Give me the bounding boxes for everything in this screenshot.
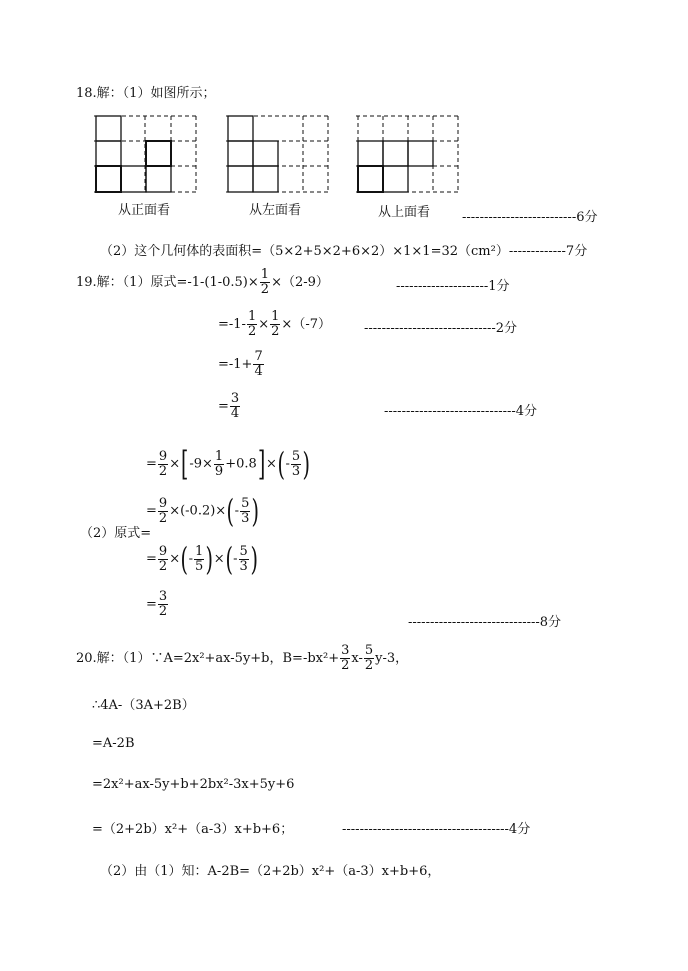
fraction-one-ninth: $\frac{1}{9}$ xyxy=(214,448,224,479)
q19-e1-end: +0.8 xyxy=(225,456,257,472)
q19-line3 xyxy=(218,350,265,379)
equals-sign: = xyxy=(146,551,157,567)
q19-e1-mid: -9× xyxy=(189,456,213,472)
top-view-figure xyxy=(356,115,460,195)
left-paren: ( xyxy=(226,492,235,530)
q20-score-4: --------------------------------------4分 xyxy=(342,822,531,837)
fraction-one-fifth: $\frac{1}{5}$ xyxy=(194,543,204,574)
fraction-five-thirds: $\frac{5}{3}$ xyxy=(239,543,248,574)
q19-p2-line3 xyxy=(146,540,258,578)
right-paren: ) xyxy=(250,540,258,578)
q19-p2-line1 xyxy=(146,444,311,484)
fraction-nine-halves: $\frac{9}{2}$ xyxy=(158,495,168,526)
times-sign: × xyxy=(258,317,270,332)
minus-sign: - xyxy=(233,551,238,567)
q20-h-x: x- xyxy=(351,651,363,666)
q19-l2-end: ×（-7） xyxy=(281,317,331,332)
minus-sign: - xyxy=(285,456,290,472)
q20-line4: =2x²+ax-5y+b+2bx²-3x+5y+6 xyxy=(92,777,295,792)
fraction-five-thirds: $\frac{5}{3}$ xyxy=(291,448,301,479)
equals-sign: = xyxy=(146,503,157,519)
q19-e2-mid: ×(-0.2)× xyxy=(169,503,227,519)
equals-sign: = xyxy=(146,597,157,612)
fraction-nine-halves: $\frac{9}{2}$ xyxy=(158,543,168,574)
q19-score-8: ------------------------------8分 xyxy=(408,615,562,630)
q18-part2: （2）这个几何体的表面积=（5×2+5×2+6×2）×1×1=32（cm²）-------------7分 xyxy=(100,244,588,259)
fraction-three-halves: $\frac{3}{2}$ xyxy=(158,589,168,619)
q19-line4 xyxy=(218,392,241,421)
left-bracket: [ xyxy=(181,444,189,484)
times-sign: × xyxy=(213,551,225,567)
times-sign: × xyxy=(266,456,277,472)
q20-line1 xyxy=(76,644,408,673)
times-sign: × xyxy=(169,551,181,567)
right-paren: ) xyxy=(251,492,260,530)
q19-score-4: ------------------------------4分 xyxy=(384,404,538,419)
q19-part2-label: （2）原式= xyxy=(80,526,152,541)
q19-l2-start: =-1- xyxy=(218,317,246,332)
q19-score-2: ------------------------------2分 xyxy=(364,321,518,336)
front-view-figure xyxy=(94,115,198,195)
fraction-three-halves: $\frac{3}{2}$ xyxy=(341,643,350,673)
q20-line3: =A-2B xyxy=(92,736,135,751)
q18-header: 18.解：（1）如图所示； xyxy=(76,86,216,101)
q19-p2-line2 xyxy=(146,492,260,530)
q20-line2: ∴4A-（3A+2B） xyxy=(92,698,195,713)
fraction-five-halves: $\frac{5}{2}$ xyxy=(364,643,374,673)
q19-p2-line4 xyxy=(146,590,169,619)
q20-line6: （2）由（1）知：A-2B=（2+2b）x²+（a-3）x+b+6， xyxy=(100,864,441,879)
right-paren: ) xyxy=(205,540,214,578)
q19-line2 xyxy=(218,310,331,339)
fraction-seven-fourths: $\frac{7}{4}$ xyxy=(254,349,263,379)
fraction-nine-halves: $\frac{9}{2}$ xyxy=(158,448,168,479)
equals-sign: = xyxy=(146,456,157,472)
equals-sign: = xyxy=(218,399,229,414)
q20-header: 20.解：（1）∵A=2x²+ax-5y+b，B=-bx²+ xyxy=(76,651,340,666)
fraction-half: $\frac{1}{2}$ xyxy=(247,309,257,339)
right-paren: ) xyxy=(302,445,311,483)
times-sign: × xyxy=(169,456,181,472)
fraction-three-fourths: $\frac{3}{4}$ xyxy=(230,391,240,421)
left-paren: ( xyxy=(225,540,233,578)
q19-score-1: ---------------------1分 xyxy=(396,279,510,294)
fraction-half: $\frac{1}{2}$ xyxy=(271,309,280,339)
q19-header: 19.解：（1）原式= xyxy=(76,275,188,290)
left-view-figure xyxy=(226,115,330,195)
minus-sign: - xyxy=(234,503,240,519)
left-paren: ( xyxy=(180,540,189,578)
minus-sign: - xyxy=(188,551,193,567)
q18-score-6: --------------------------6分 xyxy=(462,210,598,225)
q20-h-end: y-3， xyxy=(375,651,409,666)
left-paren: ( xyxy=(277,445,285,483)
right-bracket: ] xyxy=(257,444,266,484)
front-view-label: 从正面看 xyxy=(118,203,171,218)
fraction-half: $\frac{1}{2}$ xyxy=(260,267,270,297)
left-view-label: 从左面看 xyxy=(249,203,302,218)
q19-line1 xyxy=(76,268,329,297)
q20-line5: =（2+2b）x²+（a-3）x+b+6； xyxy=(92,822,294,837)
q19-l3-start: =-1+ xyxy=(218,357,253,372)
fraction-five-thirds: $\frac{5}{3}$ xyxy=(241,495,250,526)
q19-l1-end: ×（2-9） xyxy=(271,275,329,290)
q19-l1-text: -1-(1-0.5)× xyxy=(187,275,259,290)
top-view-label: 从上面看 xyxy=(378,205,431,220)
